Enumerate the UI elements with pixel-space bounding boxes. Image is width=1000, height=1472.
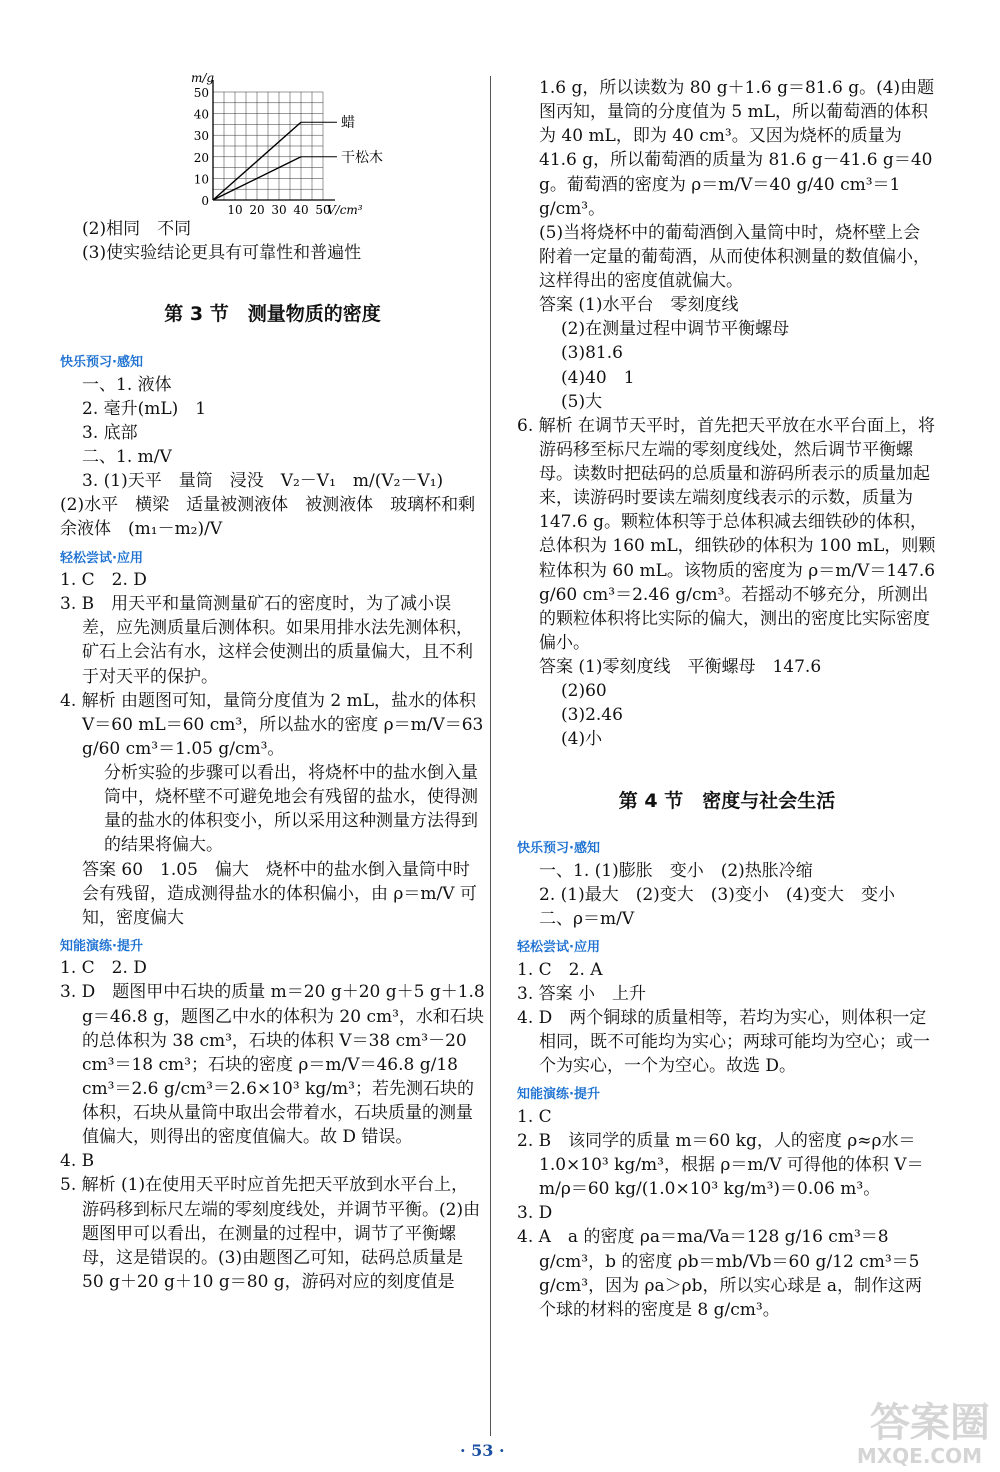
text-line: 2. (1)最大 (2)变大 (3)变小 (4)变大 变小: [539, 885, 895, 906]
text-line: 3. B 用天平和量筒测量矿石的密度时，为了减小误差，应先测质量后测体积。如果用排水法先测体积，矿石上会沾有水，这样会使测出的质量偏大，且不利于对天平的保护。: [60, 594, 473, 687]
text-line: 1. C: [517, 1106, 552, 1127]
x-tick-label: 20: [249, 203, 265, 217]
y-tick-label: 10: [193, 172, 209, 187]
left-body: [60, 217, 485, 1294]
x-tick-label: 50: [315, 203, 331, 217]
x-tick-label: 40: [293, 203, 309, 217]
right-column: [517, 76, 937, 1322]
text-line: 2. B 该同学的质量 m＝60 kg，人的密度 ρ≈ρ水＝1.0×10³ kg/m³，根据 ρ＝m/V 可得他的体积 V＝m/ρ＝60 kg/(1.0×10³ kg/m³)＝0.06 m³。: [517, 1130, 924, 1200]
text-line: 4. A a 的密度 ρa＝ma/Va＝128 g/16 cm³＝8 g/cm³，b 的密度 ρb＝mb/Vb＝60 g/12 cm³＝5 g/cm³，因为 ρa＞ρb，所以实心球是 a，制作这两个球的材料的密度是 8 g/cm³。: [517, 1227, 923, 1320]
text-line: 二、ρ＝m/V: [539, 909, 635, 930]
y-tick-label: 30: [193, 129, 209, 144]
subsection-tag: 快乐预习·感知: [517, 841, 600, 857]
mass-volume-chart: [175, 72, 435, 217]
section-title: 第 4 节 密度与社会生活: [618, 789, 836, 812]
y-tick-label: 40: [193, 107, 209, 122]
column-divider: [490, 76, 491, 1436]
watermark-url: MXQE.COM: [856, 1443, 982, 1468]
text-line: 3. D 题图甲中石块的质量 m＝20 g＋20 g＋5 g＋1.8 g＝46.8 g，题图乙中水的体积为 20 cm³，水和石块的总体积为 38 cm³，石块的体积 V＝38 cm³－20 cm³＝18 cm³；石块的密度 ρ＝m/V＝46.8 g/18 cm³＝2.6 g/cm³＝2.6×10³ kg/m³；若先测石块的体积，石块从量筒中取出会带着水，石块质量的测量值偏大，则得出的密度值偏大。故 D 错误。: [60, 982, 485, 1148]
page-number: · 53 ·: [460, 1441, 505, 1460]
text-line: 1.6 g，所以读数为 80 g＋1.6 g＝81.6 g。(4)由题图丙知，量筒的分度值为 5 mL，所以葡萄酒的体积为 40 mL，即为 40 cm³。又因为烧杯的质量为 41.6 g，所以葡萄酒的质量为 81.6 g－41.6 g＝40 g。葡萄酒的密度为 ρ＝m/V＝40 g/40 cm³＝1 g/cm³。: [539, 78, 935, 219]
subsection-tag: 知能演练·提升: [60, 938, 143, 954]
y-axis-label: m/g: [191, 72, 215, 85]
y-tick-label: 0: [201, 194, 209, 208]
text-line: 2. 毫升(mL) 1: [82, 398, 207, 419]
y-tick-label: 20: [193, 150, 209, 165]
text-line: (2)水平 横梁 适量被测液体 被测液体 玻璃杯和剩余液体 (m₁－m₂)/V: [60, 495, 476, 540]
text-line: (2)60: [561, 681, 607, 702]
x-tick-label: 30: [271, 203, 287, 217]
text-line: 3. (1)天平 量筒 浸没 V₂－V₁ m/(V₂－V₁): [82, 471, 444, 492]
chart-svg: [175, 72, 435, 217]
text-line: (5)大: [561, 391, 603, 412]
text-line: 答案 60 1.05 偏大 烧杯中的盐水倒入量筒中时会有残留，造成测得盐水的体积偏小，由 ρ＝m/V 可知，密度偏大: [82, 859, 477, 928]
x-tick-label: 10: [227, 203, 243, 217]
subsection-tag: 轻松尝试·应用: [60, 550, 143, 566]
subsection-tag: 轻松尝试·应用: [517, 940, 600, 956]
text-line: 4. 解析 由题图可知，量筒分度值为 2 mL，盐水的体积 V＝60 mL＝60 cm³，所以盐水的密度 ρ＝m/V＝63 g/60 cm³＝1.05 g/cm³。: [60, 690, 484, 759]
text-line: 答案 (1)水平台 零刻度线: [539, 295, 739, 316]
text-line: (3)2.46: [561, 705, 623, 726]
text-line: 3. 答案 小 上升: [517, 983, 647, 1004]
text-line: 3. 底部: [82, 422, 138, 443]
text-line: (5)当将烧杯中的葡萄酒倒入量筒中时，烧杯壁上会附着一定量的葡萄酒，从而使体积测量的数值偏小，这样得出的密度值就偏大。: [539, 222, 930, 291]
text-line: 3. D: [517, 1203, 553, 1224]
text-line: (2)在测量过程中调节平衡螺母: [561, 319, 790, 340]
text-line: 1. C 2. D: [60, 958, 147, 979]
section-title: 第 3 节 测量物质的密度: [164, 303, 381, 326]
text-line: 二、1. m/V: [82, 447, 172, 468]
x-axis-label: V/cm³: [327, 203, 363, 217]
text-line: 1. C 2. A: [517, 959, 603, 980]
text-line: 分析实验的步骤可以看出，将烧杯中的盐水倒入量筒中，烧杯壁不可避免地会有残留的盐水，使得测量的盐水的体积变小，所以采用这种测量方法得到的结果将偏大。: [104, 763, 478, 856]
text-line: (2)相同 不同: [82, 219, 192, 239]
right-body: [517, 76, 937, 1322]
text-line: 一、1. (1)膨胀 变小 (2)热胀冷缩: [539, 860, 813, 881]
left-column: [60, 72, 485, 1294]
y-tick-label: 50: [193, 86, 209, 100]
subsection-tag: 知能演练·提升: [517, 1087, 600, 1103]
text-line: (3)81.6: [561, 343, 623, 364]
text-line: (3)使实验结论更具有可靠性和普遍性: [82, 243, 362, 264]
text-line: (4)40 1: [561, 367, 635, 388]
text-line: (4)小: [561, 729, 603, 750]
series-label: 干松木: [341, 149, 383, 166]
text-line: 5. 解析 (1)在使用天平时应首先把天平放到水平台上，游码移到标尺左端的零刻度线处，并调节平衡。(2)由题图甲可以看出，在测量的过程中，调节了平衡螺母，这是错误的。(3)由题图乙可知，砝码总质量是 50 g＋20 g＋10 g＝80 g，游码对应的刻度值是: [60, 1175, 481, 1292]
text-line: 6. 解析 在调节天平时，首先把天平放在水平台面上，将游码移至标尺左端的零刻度线处，然后调节平衡螺母。读数时把砝码的总质量和游码所表示的质量加起来，读游码时要读左端刻度线表示的示数，质量为 147.6 g。颗粒体积等于总体积减去细铁砂的体积，总体积为 160 mL，细铁砂的体积为 100 mL，则颗粒体积为 60 mL。该物质的密度为 ρ＝m/V＝147.6 g/60 cm³＝2.46 g/cm³。若摇动不够充分，所测出的颗粒体积将比实际的偏大，测出的密度比实际密度偏小。: [517, 415, 936, 653]
series-label: 蜡: [341, 115, 355, 132]
subsection-tag: 快乐预习·感知: [60, 355, 143, 371]
text-line: 一、1. 液体: [82, 374, 172, 395]
watermark-logo: 答案圈: [870, 1400, 990, 1447]
text-line: 4. D 两个铜球的质量相等，若均为实心，则体积一定相同，既不可能均为实心；两球可能均为空心；或一个为实心，一个为空心。故选 D。: [517, 1008, 930, 1077]
text-line: 4. B: [60, 1151, 95, 1172]
text-line: 答案 (1)零刻度线 平衡螺母 147.6: [539, 657, 822, 677]
text-line: 1. C 2. D: [60, 570, 147, 590]
